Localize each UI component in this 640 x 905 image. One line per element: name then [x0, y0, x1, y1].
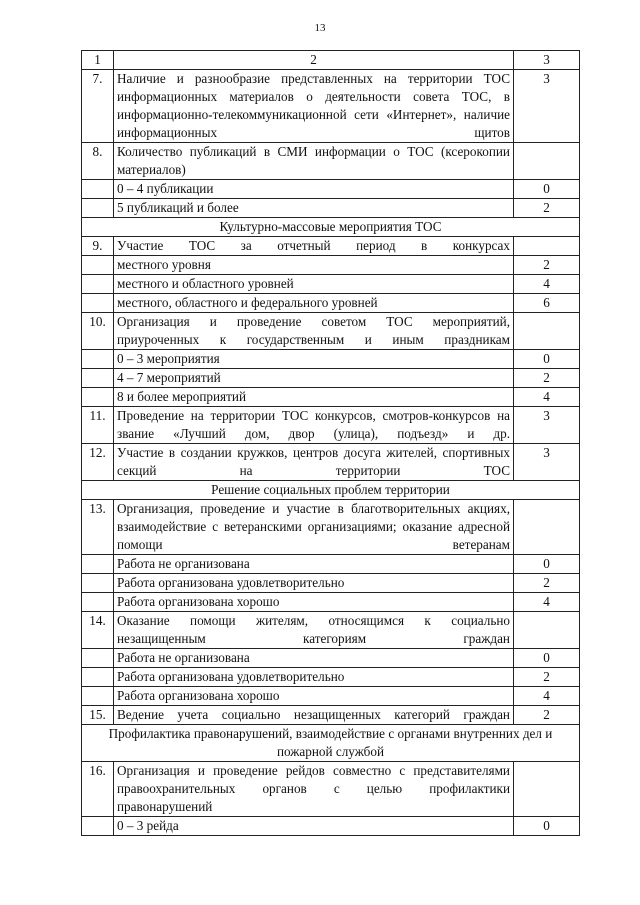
criterion-number: 13.: [82, 500, 114, 555]
criterion-points: [514, 500, 580, 555]
option-number-cell: [82, 256, 114, 275]
option-row: [82, 369, 580, 388]
criterion-points: [514, 313, 580, 350]
option-text: местного, областного и федерального уровней: [114, 294, 514, 313]
option-number-cell: [82, 369, 114, 388]
option-number-cell: [82, 180, 114, 199]
criterion-number: 11.: [82, 407, 114, 444]
option-points: 2: [514, 256, 580, 275]
header-cell-points: 3: [514, 51, 580, 70]
option-row: [82, 199, 580, 218]
option-row: [82, 574, 580, 593]
option-text: 4 – 7 мероприятий: [114, 369, 514, 388]
option-points: 2: [514, 668, 580, 687]
criterion-text: Проведение на территории ТОС конкурсов, смотров-конкурсов на звание «Лучший дом, двор (улица), подъезд» и др.: [114, 407, 514, 444]
option-row: [82, 687, 580, 706]
option-points: 0: [514, 180, 580, 199]
option-text: Работа не организована: [114, 555, 514, 574]
criterion-text: Количество публикаций в СМИ информации о ТОС (ксерокопии материалов): [114, 143, 514, 180]
option-points: 2: [514, 369, 580, 388]
section-title: Профилактика правонарушений, взаимодействие с органами внутренних дел и пожарной службой: [82, 725, 580, 762]
option-text: Работа организована хорошо: [114, 687, 514, 706]
option-number-cell: [82, 555, 114, 574]
option-row: [82, 593, 580, 612]
option-text: местного и областного уровней: [114, 275, 514, 294]
option-number-cell: [82, 294, 114, 313]
criterion-number: 12.: [82, 444, 114, 481]
option-number-cell: [82, 649, 114, 668]
option-number-cell: [82, 350, 114, 369]
criterion-number: 14.: [82, 612, 114, 649]
option-row: [82, 555, 580, 574]
option-points: 4: [514, 275, 580, 294]
option-text: 0 – 3 рейда: [114, 817, 514, 836]
criterion-number: 9.: [82, 237, 114, 256]
criterion-row: [82, 143, 580, 180]
criterion-points: 3: [514, 444, 580, 481]
option-text: 8 и более мероприятий: [114, 388, 514, 407]
criterion-points: 3: [514, 407, 580, 444]
option-points: 0: [514, 350, 580, 369]
option-row: [82, 350, 580, 369]
criterion-points: 2: [514, 706, 580, 725]
option-row: [82, 256, 580, 275]
option-number-cell: [82, 275, 114, 294]
option-points: 4: [514, 593, 580, 612]
option-text: 0 – 4 публикации: [114, 180, 514, 199]
criterion-text: Ведение учета социально незащищенных категорий граждан: [114, 706, 514, 725]
criterion-text: Организация, проведение и участие в благотворительных акциях, взаимодействие с ветеранскими организациями; оказание адресной помощи ветеранам: [114, 500, 514, 555]
section-row: [82, 725, 580, 762]
criterion-row: [82, 612, 580, 649]
option-text: Работа организована хорошо: [114, 593, 514, 612]
criterion-row: [82, 407, 580, 444]
option-points: 0: [514, 555, 580, 574]
section-title: Культурно-массовые мероприятия ТОС: [82, 218, 580, 237]
page-number: 13: [314, 22, 326, 34]
criteria-table: [81, 50, 580, 836]
criterion-text: Оказание помощи жителям, относящимся к социально незащищенным категориям граждан: [114, 612, 514, 649]
criterion-row: [82, 706, 580, 725]
criterion-row: [82, 500, 580, 555]
criterion-number: 10.: [82, 313, 114, 350]
option-number-cell: [82, 687, 114, 706]
criterion-points: 3: [514, 70, 580, 143]
criterion-number: 7.: [82, 70, 114, 143]
criterion-row: [82, 70, 580, 143]
criterion-points: [514, 612, 580, 649]
section-row: [82, 218, 580, 237]
option-row: [82, 668, 580, 687]
option-text: 0 – 3 мероприятия: [114, 350, 514, 369]
criterion-text: Наличие и разнообразие представленных на территории ТОС информационных материалов о деятельности совета ТОС, в информационно-телекоммуникационной сети «Интернет», наличие информационных щитов: [114, 70, 514, 143]
criterion-row: [82, 762, 580, 817]
option-points: 2: [514, 574, 580, 593]
criterion-text: Организация и проведение рейдов совместно с представителями правоохранительных органов с целью профилактики правонарушений: [114, 762, 514, 817]
criterion-text: Участие ТОС за отчетный период в конкурсах: [114, 237, 514, 256]
criteria-table-body: [82, 51, 580, 836]
option-number-cell: [82, 817, 114, 836]
option-text: 5 публикаций и более: [114, 199, 514, 218]
criterion-number: 8.: [82, 143, 114, 180]
criterion-number: 15.: [82, 706, 114, 725]
option-points: 6: [514, 294, 580, 313]
section-title: Решение социальных проблем территории: [82, 481, 580, 500]
header-row: [82, 51, 580, 70]
criterion-row: [82, 237, 580, 256]
criterion-number: 16.: [82, 762, 114, 817]
option-text: Работа организована удовлетворительно: [114, 574, 514, 593]
option-number-cell: [82, 388, 114, 407]
option-row: [82, 275, 580, 294]
option-row: [82, 294, 580, 313]
header-cell-criterion: 2: [114, 51, 514, 70]
option-number-cell: [82, 668, 114, 687]
criterion-row: [82, 313, 580, 350]
option-text: местного уровня: [114, 256, 514, 275]
option-row: [82, 649, 580, 668]
option-points: 2: [514, 199, 580, 218]
option-points: 4: [514, 687, 580, 706]
criterion-points: [514, 762, 580, 817]
header-cell-number: 1: [82, 51, 114, 70]
criterion-text: Организация и проведение советом ТОС мероприятий, приуроченных к государственным и иным праздникам: [114, 313, 514, 350]
option-points: 0: [514, 649, 580, 668]
option-row: [82, 388, 580, 407]
option-row: [82, 180, 580, 199]
criterion-points: [514, 237, 580, 256]
option-number-cell: [82, 593, 114, 612]
option-number-cell: [82, 574, 114, 593]
section-row: [82, 481, 580, 500]
option-text: Работа организована удовлетворительно: [114, 668, 514, 687]
option-row: [82, 817, 580, 836]
option-points: 0: [514, 817, 580, 836]
criterion-row: [82, 444, 580, 481]
option-text: Работа не организована: [114, 649, 514, 668]
criterion-text: Участие в создании кружков, центров досуга жителей, спортивных секций на территории ТОС: [114, 444, 514, 481]
option-points: 4: [514, 388, 580, 407]
criterion-points: [514, 143, 580, 180]
option-number-cell: [82, 199, 114, 218]
